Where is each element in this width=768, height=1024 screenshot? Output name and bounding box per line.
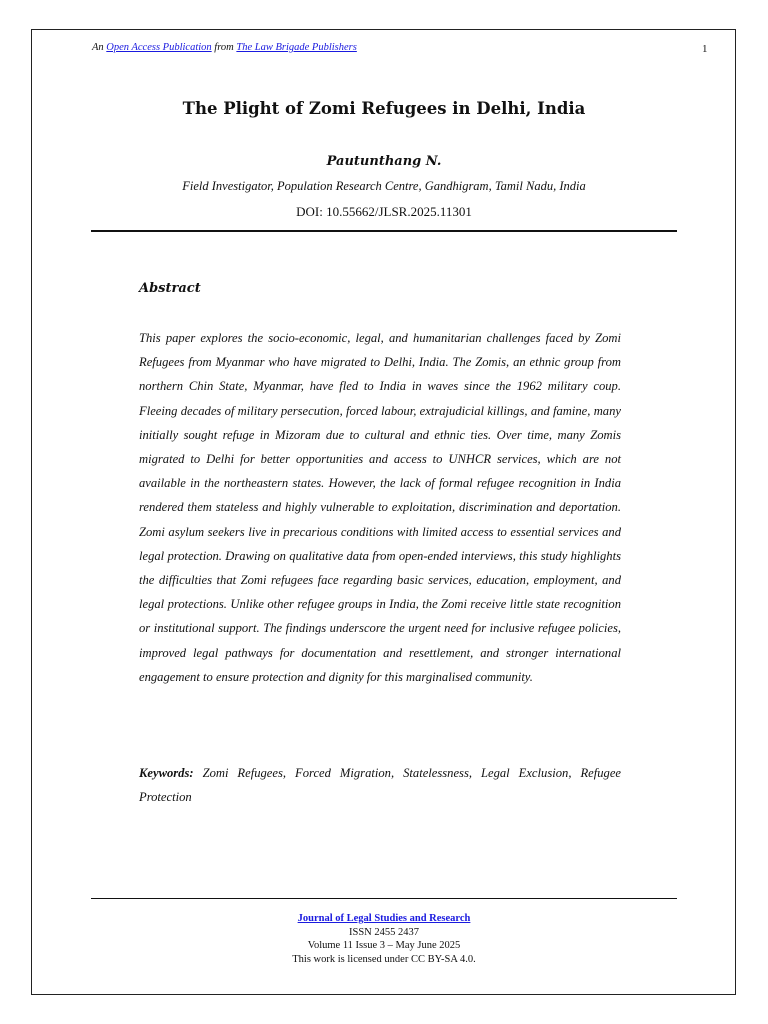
license-text: This work is licensed under CC BY-SA 4.0. [292,953,476,965]
issn: ISSN 2455 2437 [348,926,419,938]
header-middle: from [214,42,234,53]
publication-header [92,42,357,53]
doi: DOI: 10.55662/JLSR.2025.11301 [296,204,472,219]
paper-title: The Plight of Zomi Refugees in Delhi, India [182,99,586,118]
author-affiliation: Field Investigator, Population Research Centre, Gandhigram, Tamil Nadu, India [182,179,586,193]
keywords [139,761,621,809]
page-footer [0,912,768,966]
keywords-label: Keywords: [139,766,194,780]
open-access-link[interactable]: Open Access Publication [106,42,212,53]
publisher-link[interactable]: The Law Brigade Publishers [236,42,357,53]
keywords-text: Zomi Refugees, Forced Migration, Statelessness, Legal Exclusion, Refugee Protection [139,766,621,805]
volume-issue: Volume 11 Issue 3 – May June 2025 [307,940,461,951]
abstract-heading: Abstract [139,281,201,296]
journal-link[interactable]: Journal of Legal Studies and Research [297,913,471,924]
author-name: Pautunthang N. [326,154,442,169]
abstract-text: This paper explores the socio-economic, legal, and humanitarian challenges faced by Zomi Refugees from Myanmar who have migrated to Delhi, India. The Zomis, an ethnic group from northern Chin State, Myanmar, have fled to India in waves since the 1962 military coup. Fleeing decades of military persecution, forced labour, extrajudicial killings, and famine, many initially sought refuge in Mizoram due to cultural and ethnic ties. Over time, many Zomis migrated to Delhi for better opportunities and access to UNHCR services, which are not available in the northeastern states. However, the lack of formal refugee recognition in India rendered them stateless and highly vulnerable to exploitation, discrimination and deportation. Zomi asylum seekers live in precarious conditions with limited access to essential services and legal protection. Drawing on qualitative data from open-ended interviews, this study highlights the difficulties that Zomi refugees face regarding basic services, education, employment, and legal protections. Unlike other refugee groups in India, the Zomi receive little state recognition or institutional support. The findings underscore the urgent need for inclusive refugee policies, improved legal pathways for documentation and resettlement, and stronger international engagement to ensure protection and dignity for this marginalised community. [139,331,621,684]
header-prefix: An [92,42,104,53]
footer-divider [91,898,677,899]
header-divider [91,230,677,232]
page-number: 1 [702,43,708,55]
